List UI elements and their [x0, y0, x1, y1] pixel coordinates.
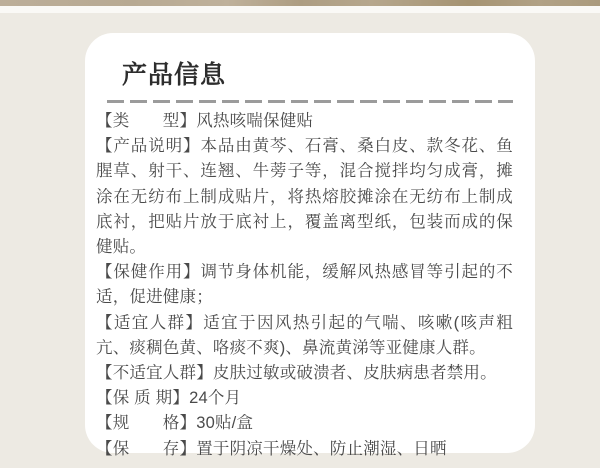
info-label: 【适宜人群】: [96, 313, 204, 332]
top-white-band: [0, 6, 600, 13]
info-list: [96, 109, 513, 462]
info-value: 置于阴凉干燥处、防止潮湿、日晒: [196, 439, 447, 458]
info-value: 30贴/盒: [196, 414, 254, 433]
info-label: 【类 型】: [96, 112, 197, 130]
info-label: 【保 存】: [96, 439, 197, 458]
info-value: 24个月: [189, 389, 242, 408]
product-info-card: [85, 33, 535, 458]
info-row-type: [96, 109, 513, 134]
info-row-specification: [96, 411, 513, 436]
info-value: 调节身体机能，缓解风热感冒等引起的不适，促进健康；: [96, 263, 514, 307]
info-row-suitable-group: [96, 311, 513, 361]
info-row-description: [96, 134, 513, 260]
info-label: 【产品说明】: [96, 137, 201, 156]
info-label: 【规 格】: [96, 414, 197, 433]
info-row-storage: [96, 437, 513, 462]
info-label: 【保 质 期】: [96, 389, 190, 408]
info-row-health-function: [96, 260, 513, 310]
page-title: 产品信息: [122, 61, 227, 89]
info-value: 适宜于因风热引起的气喘、咳嗽(咳声粗亢、痰稠色黄、咯痰不爽)、鼻流黄涕等亚健康人群。: [96, 313, 513, 357]
info-value: 皮肤过敏或破溃者、皮肤病患者禁用。: [212, 364, 497, 383]
info-row-unsuitable-group: [96, 361, 513, 386]
info-value: 本品由黄芩、石膏、桑白皮、款冬花、鱼腥草、射干、连翘、牛蒡子等，混合搅拌均匀成膏，摊涂在无纺布上制成贴片，将热熔胶摊涂在无纺布上制成底衬，把贴片放于底衬上，覆盖离型纸，包装而成的保健贴。: [96, 137, 514, 257]
info-label: 【保健作用】: [96, 263, 201, 282]
title-divider: [107, 100, 513, 103]
info-label: 【不适宜人群】: [96, 364, 213, 383]
info-value: 风热咳喘保健贴: [196, 112, 314, 130]
info-row-shelf-life: [96, 386, 513, 411]
